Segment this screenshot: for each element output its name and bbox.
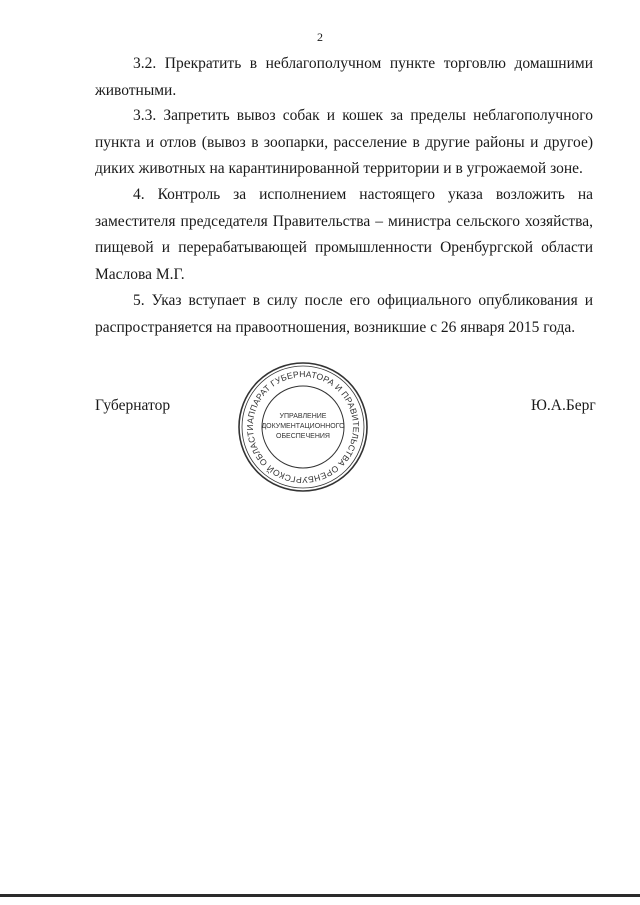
- seal-graphic: [236, 360, 370, 494]
- paragraph-5: 5. Указ вступает в силу после его официального опубликования и распространяется на правоотношения, возникшие с 26 января 2015 года.: [95, 292, 593, 336]
- signatory-name: Ю.А.Берг: [531, 397, 596, 414]
- seal-center-line-1: УПРАВЛЕНИЕ: [279, 413, 327, 420]
- paragraph-3-3: 3.3. Запретить вывоз собак и кошек за пределы неблагополучного пункта и отлов (вывоз в зоопарки, расселение в другие районы и другое) диких животных на карантинированной территории и в угрожаемой зоне.: [95, 107, 593, 177]
- scan-bottom-edge: [0, 894, 640, 897]
- paragraph-4: 4. Контроль за исполнением настоящего указа возложить на заместителя председателя Правительства – министра сельского хозяйства, пищевой и перерабатывающей промышленности Оренбургской области Маслова М.Г.: [95, 186, 593, 283]
- seal-center-line-3: ОБЕСПЕЧЕНИЯ: [276, 433, 330, 440]
- seal-ring-text: АППАРАТ ГУБЕРНАТОРА И ПРАВИТЕЛЬСТВА ОРЕНБУРГСКОЙ ОБЛАСТИ: [244, 368, 362, 486]
- signatory-position: Губернатор: [95, 397, 171, 414]
- seal-center-line-2: ДОКУМЕНТАЦИОННОГО: [261, 423, 345, 430]
- paragraph-3-2: 3.2. Прекратить в неблагополучном пункте торговлю домашними животными.: [95, 55, 593, 99]
- official-seal-stamp: [236, 360, 370, 494]
- page-number: 2: [317, 30, 323, 44]
